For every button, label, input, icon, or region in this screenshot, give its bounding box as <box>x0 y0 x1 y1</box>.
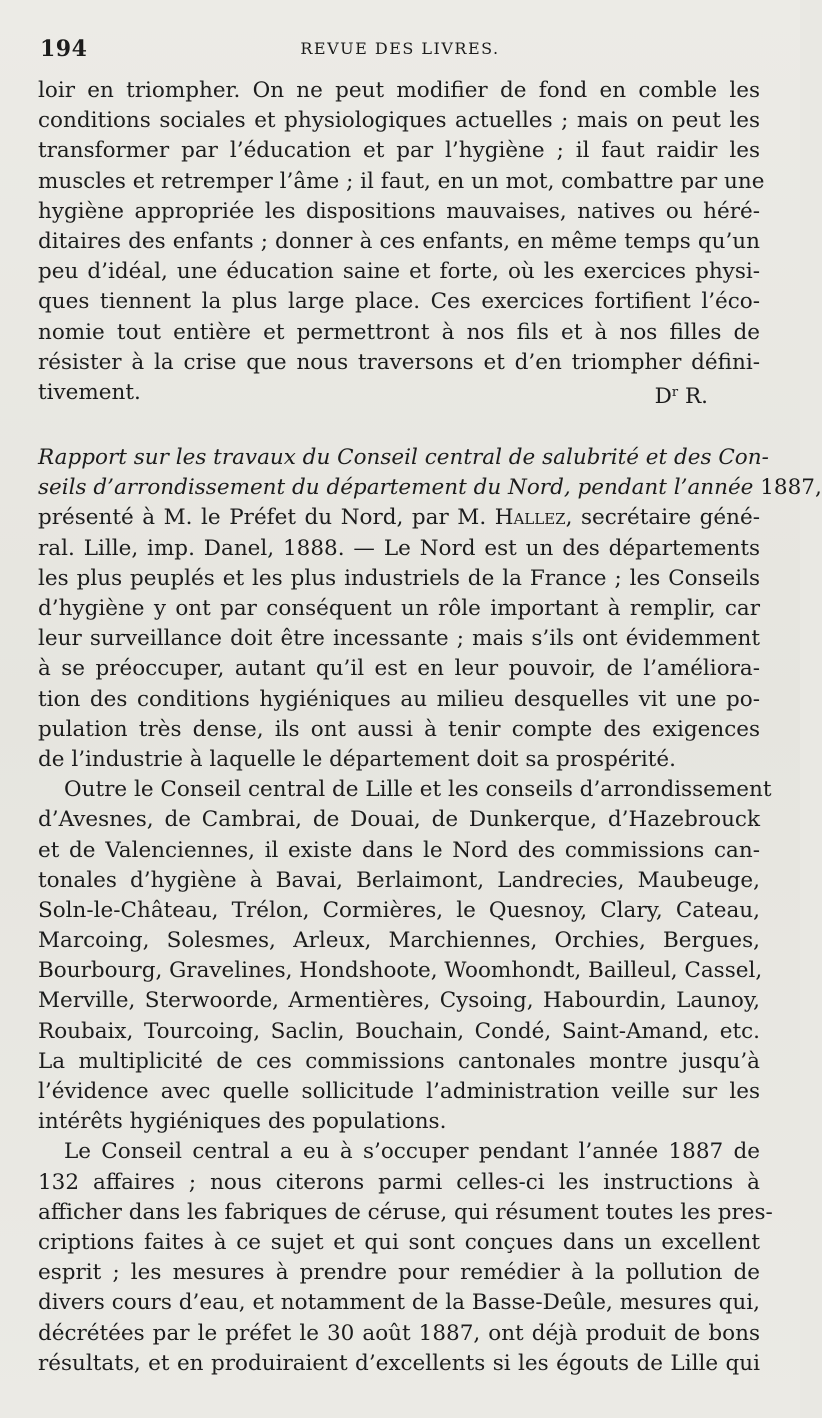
author-signature <box>655 378 760 408</box>
text-line: muscles et retremper l’âme ; il faut, en un mot, combattre par une <box>38 168 765 194</box>
text-segment: présenté à M. le Préfet du Nord, par M. <box>38 505 495 531</box>
text-line: divers cours d’eau, et notamment de la Basse-Deûle, mesures qui, <box>38 1290 760 1316</box>
text-line: Merville, Sterwoorde, Armentières, Cysoing, Habourdin, Launoy, <box>38 988 760 1014</box>
paragraph-commissions <box>38 775 772 1137</box>
text-line: et de Valenciennes, il existe dans le Nord des commissions can- <box>38 837 760 863</box>
text-line: l’évidence avec quelle sollicitude l’administration veille sur les <box>38 1079 760 1104</box>
page-body <box>38 76 822 1379</box>
text-line: La multiplicité de ces commissions cantonales montre jusqu’à <box>38 1048 760 1074</box>
text-line: tion des conditions hygiéniques au milieu desquelles vit une po- <box>38 686 760 712</box>
review-title: Rapport sur les travaux du Conseil central de salubrité et des Con- <box>38 445 769 471</box>
text-line: de l’industrie à laquelle le département doit sa prospérité. <box>38 746 676 772</box>
text-line: Bourbourg, Gravelines, Hondshoote, Woomhondt, Bailleul, Cassel, <box>38 958 763 984</box>
author-name: Hallez <box>494 505 566 531</box>
text-line: Soln-le-Château, Trélon, Cormières, le Quesnoy, Clary, Cateau, <box>38 897 760 923</box>
text-line: Roubaix, Tourcoing, Saclin, Bouchain, Condé, Saint-Amand, etc. <box>38 1018 760 1044</box>
author-prefix: D <box>654 383 672 409</box>
paragraph-conseil-central <box>38 1137 773 1379</box>
closing-word: tivement. <box>38 379 141 405</box>
text-line: décrétées par le préfet le 30 août 1887, ont déjà produit de bons <box>38 1320 760 1346</box>
text-line: pulation très dense, ils ont aussi à tenir compte des exigences <box>38 716 760 742</box>
text-line: résister à la crise que nous traversons et d’en triompher défini- <box>38 349 760 375</box>
text-line: leur surveillance doit être incessante ; mais s’ils ont évidemment <box>38 626 760 652</box>
review-entry <box>38 443 822 775</box>
text-line: tonales d’hygiène à Bavai, Berlaimont, Landrecies, Maubeuge, <box>38 867 760 893</box>
text-line: à se préoccuper, autant qu’il est en leur pouvoir, de l’améliora- <box>38 656 760 682</box>
text-line: nomie tout entière et permettront à nos fils et à nos filles de <box>38 319 760 345</box>
text-line: ques tiennent la plus large place. Ces exercices fortifient l’éco- <box>38 289 760 315</box>
running-head: REVUE DES LIVRES. <box>300 39 500 58</box>
text-line: ral. Lille, imp. Danel, 1888. — Le Nord est un des départements <box>38 535 760 561</box>
text-segment: , secrétaire géné- <box>565 505 760 531</box>
text-line: hygiène appropriée les dispositions mauvaises, natives ou héré- <box>38 198 760 224</box>
text-line: les plus peuplés et les plus industriels de la France ; les Conseils <box>38 565 760 591</box>
text-line: conditions sociales et physiologiques actuelles ; mais on peut les <box>38 108 760 134</box>
review-title-line <box>38 443 769 473</box>
text-line: Outre le Conseil central de Lille et les conseils d’arrondissement <box>64 777 772 803</box>
text-line: intérêts hygiéniques des populations. <box>38 1109 447 1135</box>
text-line: criptions faites à ce sujet et qui sont conçues dans un excellent <box>38 1229 760 1255</box>
review-year: 1887, <box>753 475 822 501</box>
review-title-line <box>38 473 822 503</box>
text-line: Marcoing, Solesmes, Arleux, Marchiennes, Orchies, Bergues, <box>38 928 760 954</box>
text-line: résultats, et en produiraient d’excellents si les égouts de Lille qui <box>38 1350 760 1376</box>
text-line: Le Conseil central a eu à s’occuper pendant l’année 1887 de <box>64 1139 760 1165</box>
author-suffix: R. <box>678 383 708 409</box>
text-line <box>38 503 760 533</box>
text-line: d’Avesnes, de Cambrai, de Douai, de Dunkerque, d’Hazebrouck <box>38 807 760 833</box>
paragraph-conclusion <box>38 76 765 409</box>
text-line: peu d’idéal, une éducation saine et forte, où les exercices physi- <box>38 259 760 285</box>
page-header <box>40 36 760 60</box>
text-line: ditaires des enfants ; donner à ces enfants, en même temps qu’un <box>38 228 760 254</box>
page-number: 194 <box>40 36 88 62</box>
review-title-continued: seils d’arrondissement du département du Nord, pendant l’année <box>38 475 754 501</box>
text-line: 132 affaires ; nous citerons parmi celles-ci les instructions à <box>38 1169 760 1195</box>
text-line: esprit ; les mesures à prendre pour remédier à la pollution de <box>38 1260 760 1286</box>
text-line: loir en triompher. On ne peut modifier de fond en comble les <box>38 78 760 103</box>
text-line: transformer par l’éducation et par l’hygiène ; il faut raidir les <box>38 138 760 164</box>
signature-line <box>38 378 760 408</box>
text-line: afficher dans les fabriques de céruse, qui résument toutes les pres- <box>38 1199 773 1225</box>
text-line: d’hygiène y ont par conséquent un rôle important à remplir, car <box>38 596 760 621</box>
author-superscript: r <box>671 384 679 400</box>
section-gap <box>38 408 760 443</box>
